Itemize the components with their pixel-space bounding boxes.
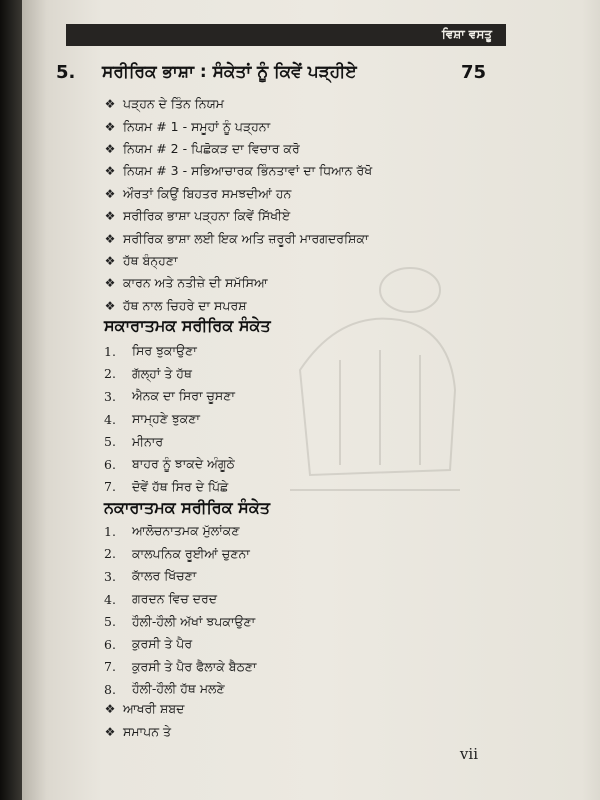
chapter-heading	[56, 62, 486, 86]
list-item: 1. ਸਿਰ ਝੁਕਾਉਣਾ	[104, 343, 197, 359]
banner-title: ਵਿਸ਼ਾ ਵਸਤੂ	[441, 27, 492, 41]
list-item: ❖ ਨਿਯਮ # 1 - ਸਮੂਹਾਂ ਨੂੰ ਪੜ੍ਹਨਾ	[104, 118, 271, 134]
diamond-bullet-icon: ❖	[104, 724, 116, 739]
list-item: 3. ਕਾੱਲਰ ਖਿੱਚਣਾ	[104, 568, 197, 584]
diamond-bullet-icon: ❖	[104, 298, 116, 313]
diamond-bullet-icon: ❖	[104, 186, 116, 201]
chapter-page-number: 75	[460, 62, 486, 83]
list-item: 6. ਕੁਰਸੀ ਤੇ ਪੈਰ	[104, 636, 193, 652]
list-item: ❖ ਹੱਥ ਬੰਨ੍ਹਣਾ	[104, 252, 178, 268]
list-item: 8. ਹੌਲੀ-ਹੌਲੀ ਹੱਥ ਮਲਣੇ	[104, 681, 225, 697]
list-item: ❖ ਸਰੀਰਿਕ ਭਾਸ਼ਾ ਲਈ ਇਕ ਅਤਿ ਜ਼ਰੂਰੀ ਮਾਰਗਦਰਸ਼ਿਕਾ	[104, 230, 369, 246]
list-item: 7. ਕੁਰਸੀ ਤੇ ਪੈਰ ਫੈਲਾਕੇ ਬੈਠਣਾ	[104, 658, 257, 675]
diamond-bullet-icon: ❖	[104, 253, 116, 268]
diamond-bullet-icon: ❖	[104, 209, 116, 224]
diamond-bullet-icon: ❖	[104, 276, 116, 291]
list-item: ❖ ਸਮਾਪਨ ਤੇ	[104, 723, 171, 739]
list-item: 6. ਬਾਹਰ ਨੂੰ ਝਾਕਦੇ ਅੰਗੂਠੇ	[104, 456, 235, 472]
chapter-title: ਸਰੀਰਿਕ ਭਾਸ਼ਾ : ਸੰਕੇਤਾਂ ਨੂੰ ਕਿਵੇਂ ਪੜ੍ਹੀਏ	[102, 62, 357, 82]
list-item: 2. ਗੱਲ੍ਹਾਂ ਤੇ ਹੱਥ	[104, 365, 192, 382]
list-item: ❖ ਔਰਤਾਂ ਕਿਉਂ ਬਿਹਤਰ ਸਮਝਦੀਆਂ ਹਨ	[104, 185, 292, 201]
list-item: 5. ਹੌਲੀ-ਹੌਲੀ ਅੱਖਾਂ ਝਪਕਾਉਣਾ	[104, 613, 256, 630]
diamond-bullet-icon: ❖	[104, 141, 116, 156]
list-item: ❖ ਕਾਰਨ ਅਤੇ ਨਤੀਜ਼ੇ ਦੀ ਸਮੱਸਿਆ	[104, 275, 268, 291]
list-item: 4. ਗਰਦਨ ਵਿਚ ਦਰਦ	[104, 591, 218, 607]
table-of-contents-banner	[66, 24, 506, 46]
list-item: ❖ ਸਰੀਰਿਕ ਭਾਸ਼ਾ ਪੜ੍ਹਨਾ ਕਿਵੇਂ ਸਿੱਖੀਏ	[104, 208, 291, 224]
list-item: ❖ ਹੱਥ ਨਾਲ ਚਿਹਰੇ ਦਾ ਸਪਰਸ਼	[104, 297, 247, 313]
list-item: 3. ਐਨਕ ਦਾ ਸਿਰਾ ਚੂਸਣਾ	[104, 388, 235, 404]
list-item: ❖ ਨਿਯਮ # 2 - ਪਿਛੋਕੜ ਦਾ ਵਿਚਾਰ ਕਰੋ	[104, 140, 300, 156]
diamond-bullet-icon: ❖	[104, 702, 116, 717]
list-item: 2. ਕਾਲਪਨਿਕ ਰੂਈਆਂ ਚੁਣਨਾ	[104, 545, 250, 562]
diamond-bullet-icon: ❖	[104, 164, 116, 179]
positive-signals-list	[104, 340, 484, 498]
list-item: ❖ ਨਿਯਮ # 3 - ਸਭਿਆਚਾਰਕ ਭਿੰਨਤਾਵਾਂ ਦਾ ਧਿਆਨ ਰੱਖੋ	[104, 163, 373, 179]
list-item: 1. ਆਲੋਚਨਾਤਮਕ ਮੁੱਲਾਂਕਣ	[104, 523, 240, 539]
closing-list	[104, 698, 484, 743]
list-item: ❖ ਪੜ੍ਹਨ ਦੇ ਤਿੰਨ ਨਿਯਮ	[104, 96, 224, 112]
chapter-number: 5.	[56, 62, 76, 83]
diamond-bullet-icon: ❖	[104, 231, 116, 246]
page-number: vii	[459, 745, 478, 763]
list-item: ❖ ਆਖਰੀ ਸ਼ਬਦ	[104, 701, 185, 717]
topic-list	[104, 93, 484, 317]
list-item: 7. ਦੋਵੇਂ ਹੱਥ ਸਿਰ ਦੇ ਪਿੱਛੇ	[104, 478, 229, 495]
list-item: 5. ਮੀਨਾਰ	[104, 433, 164, 450]
negative-signals-list	[104, 520, 484, 701]
diamond-bullet-icon: ❖	[104, 119, 116, 134]
positive-signals-heading: ਸਕਾਰਾਤਮਕ ਸਰੀਰਿਕ ਸੰਕੇਤ	[104, 316, 271, 335]
diamond-bullet-icon: ❖	[104, 97, 116, 112]
list-item: 4. ਸਾਮ੍ਹਣੇ ਝੁਕਣਾ	[104, 411, 201, 427]
negative-signals-heading: ਨਕਾਰਾਤਮਕ ਸਰੀਰਿਕ ਸੰਕੇਤ	[104, 498, 270, 517]
